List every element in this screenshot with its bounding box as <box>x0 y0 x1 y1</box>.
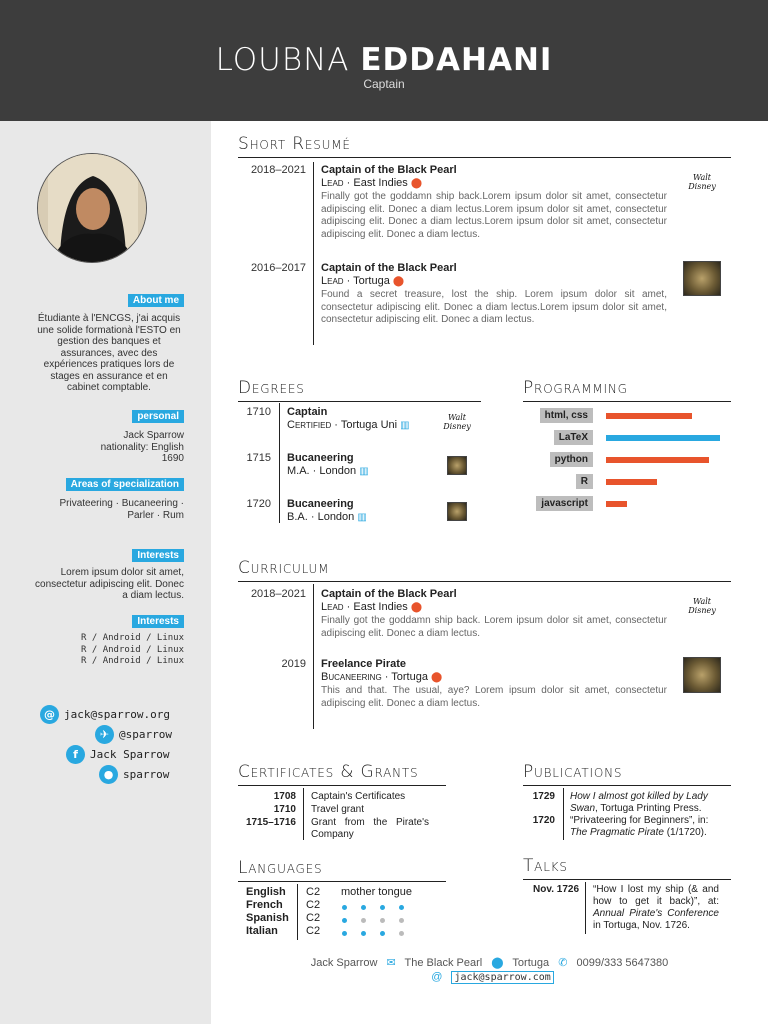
entry-subtitle: Bucaneering · Tortuga ⬤ <box>321 671 443 683</box>
language-name: Spanish <box>246 912 289 924</box>
degree-type: M.A. <box>287 465 310 477</box>
degree-year: 1710 <box>246 406 271 418</box>
university-icon: ▥ <box>357 512 367 523</box>
personal-year: 1690 <box>161 453 184 464</box>
footer-email-link[interactable]: jack@sparrow.com <box>451 971 553 984</box>
degree-subtitle: B.A. · London ▥ <box>287 511 367 523</box>
entry-description: Finally got the goddamn ship back. Lorem ipsum dolor sit amet, consectetur adipiscing elit. Donec a diam lectus. <box>321 615 667 639</box>
section-title-degrees: Degrees <box>238 378 305 398</box>
interests-text: Lorem ipsum dolor sit amet, consectetur adipiscing elit. Donec a diam lectus. <box>35 567 184 601</box>
section-title-curriculum: Curriculum <box>238 558 330 578</box>
talk-pre: “How I lost my ship (& and how to get it back)”, at: <box>593 884 719 907</box>
entry-place: Tortuga <box>391 671 428 683</box>
section-rule <box>238 401 481 402</box>
areas-label: Areas of specialization <box>66 478 184 491</box>
contact-email-text: jack@sparrow.org <box>64 708 170 721</box>
facebook-icon: f <box>66 745 85 764</box>
entry-title: Captain of the Black Pearl <box>321 262 457 274</box>
timeline-rule <box>585 882 586 934</box>
contact-facebook-text: Jack Sparrow <box>90 748 170 761</box>
interest-line: R / Android / Linux <box>81 633 184 643</box>
language-name: English <box>246 886 286 898</box>
cert-year: 1708 <box>273 791 296 802</box>
entry-place: East Indies <box>353 601 408 613</box>
publication-text <box>570 815 720 839</box>
publication-title: How I almost got killed by Lady Swan <box>570 791 708 814</box>
language-level: C2 <box>306 899 321 911</box>
personal-name: Jack Sparrow <box>123 430 184 441</box>
personal-nationality: nationality: English <box>100 441 184 453</box>
pirate-coin-logo <box>447 502 467 521</box>
footer-contact-line <box>211 956 768 969</box>
sidebar <box>0 121 211 1024</box>
proficiency-dot <box>342 918 347 923</box>
publication-title: The Pragmatic Pirate <box>570 827 664 838</box>
footer-email-line <box>211 971 768 983</box>
degree-school: London <box>319 465 357 477</box>
language-level: C2 <box>306 925 321 937</box>
timeline-rule <box>303 788 304 840</box>
github-icon: ● <box>99 765 118 784</box>
publication-rest: (1/1720). <box>663 827 707 838</box>
footer-address: The Black Pearl <box>404 957 483 969</box>
footer-city: Tortuga <box>512 957 550 969</box>
skill-label: LaTeX <box>554 430 593 445</box>
section-rule <box>523 401 731 402</box>
degree-subtitle: M.A. · London ▥ <box>287 465 369 477</box>
publication-year: 1729 <box>532 791 555 802</box>
entry-role: Lead <box>321 275 344 287</box>
section-rule <box>238 157 731 158</box>
proficiency-dot <box>380 905 385 910</box>
location-pin-icon: ⬤ <box>410 602 423 613</box>
talk-event: Annual Pirate's Conference <box>593 908 719 919</box>
proficiency-dot <box>399 905 404 910</box>
proficiency-dot <box>399 931 404 936</box>
last-name: EDDAHANI <box>360 42 553 78</box>
timeline-rule <box>313 584 314 729</box>
skill-label: html, css <box>540 408 593 423</box>
entry-role: Lead <box>321 601 344 613</box>
location-pin-icon: ⬤ <box>431 672 443 683</box>
skill-level-bar <box>606 501 627 507</box>
interests-label-2: Interests <box>132 615 184 628</box>
language-proficiency-dots <box>342 902 418 914</box>
envelope-icon: ✉ <box>386 957 396 969</box>
location-pin-icon: ⬤ <box>491 957 504 969</box>
pirate-coin-logo <box>683 657 721 693</box>
location-pin-icon: ⬤ <box>392 276 405 287</box>
section-title-languages: Languages <box>238 858 323 878</box>
degree-year: 1715 <box>246 452 271 464</box>
phone-icon: ✆ <box>558 957 568 969</box>
section-title-certificates: Certificates & Grants <box>238 762 419 782</box>
section-rule <box>238 881 446 882</box>
cert-year: 1710 <box>273 804 296 815</box>
language-name: Italian <box>246 925 278 937</box>
university-icon: ▥ <box>359 466 369 477</box>
language-name: French <box>246 899 283 911</box>
disney-logo: Walt Disney <box>688 597 716 615</box>
language-level: C2 <box>306 886 321 898</box>
entry-subtitle: Lead · East Indies ⬤ <box>321 601 423 613</box>
proficiency-dot <box>380 931 385 936</box>
entry-description: Finally got the goddamn ship back.Lorem ipsum dolor sit amet, consectetur adipiscing elit. Donec a diam lectus.Lorem ipsum dolor sit amet, consectetur adipiscing elit. Donec a diam lectus.Lorem ipsum dolor sit amet, consectetur adipiscing elit. Donec a diam lectus. <box>321 191 667 240</box>
contact-email[interactable] <box>40 705 170 724</box>
pirate-coin-logo <box>447 456 467 475</box>
degree-type: Certified <box>287 419 332 431</box>
entry-role: Lead <box>321 177 344 189</box>
entry-title: Freelance Pirate <box>321 658 406 670</box>
proficiency-dot <box>380 918 385 923</box>
footer <box>211 956 768 983</box>
interest-line: R / Android / Linux <box>81 656 184 666</box>
degree-year: 1720 <box>246 498 271 510</box>
avatar-photo <box>38 154 147 263</box>
proficiency-dot <box>361 905 366 910</box>
timeline-rule <box>563 788 564 840</box>
talk-text <box>593 884 719 932</box>
publication-rest: , Tortuga Printing Press. <box>595 803 702 814</box>
proficiency-dot <box>361 918 366 923</box>
entry-subtitle: Lead · East Indies ⬤ <box>321 177 423 189</box>
personal-info <box>34 430 184 465</box>
entry-description: This and that. The usual, aye? Lorem ipsum dolor sit amet, consectetur adipiscing elit. Donec a diam lectus. <box>321 685 667 709</box>
language-note: mother tongue <box>341 886 412 898</box>
cert-text: Captain's Certificates <box>311 791 406 802</box>
publication-year: 1720 <box>532 815 555 826</box>
publication-pre: “Privateering for Beginners”, in: <box>570 815 709 826</box>
disney-logo: Walt Disney <box>688 173 716 191</box>
skill-level-bar <box>606 435 720 441</box>
interests-label: Interests <box>132 549 184 562</box>
entry-place: Tortuga <box>353 275 390 287</box>
cert-year: 1715–1716 <box>245 817 296 828</box>
timeline-rule <box>279 403 280 523</box>
entry-place: East Indies <box>353 177 408 189</box>
proficiency-dot <box>399 918 404 923</box>
degree-title: Bucaneering <box>287 498 354 510</box>
entry-title: Captain of the Black Pearl <box>321 588 457 600</box>
location-pin-icon: ⬤ <box>410 178 423 189</box>
about-text: Étudiante à l'ENCGS, j'ai acquis une solide formationà l'ESTO en gestion des banques et assurances, avec des expériences pratiques lors de stages en assurance et en cabinet comptable. <box>37 313 181 393</box>
contact-facebook[interactable] <box>66 745 169 764</box>
entry-date: 2018–2021 <box>250 164 306 176</box>
avatar <box>37 153 147 263</box>
section-rule <box>238 581 731 582</box>
footer-phone: 0099/333 5647380 <box>576 957 669 969</box>
section-rule <box>523 785 731 786</box>
proficiency-dot <box>361 931 366 936</box>
skill-level-bar <box>606 479 657 485</box>
cert-text: Grant from the Pirate's Company <box>311 817 429 840</box>
cert-text: Travel grant <box>311 804 364 815</box>
skill-label: R <box>576 474 593 489</box>
skill-level-bar <box>606 457 709 463</box>
contact-github-text: sparrow <box>123 768 170 781</box>
about-label: About me <box>128 294 184 307</box>
twitter-icon: ✈ <box>95 725 114 744</box>
personal-label: personal <box>132 410 184 423</box>
section-title-publications: Publications <box>523 762 623 782</box>
proficiency-dot <box>342 931 347 936</box>
talk-date: Nov. 1726 <box>533 884 579 895</box>
entry-role: Bucaneering <box>321 671 382 683</box>
contact-twitter-text: @sparrow <box>119 728 172 741</box>
disney-logo: Walt Disney <box>443 413 471 431</box>
header <box>0 0 768 121</box>
footer-name: Jack Sparrow <box>310 957 378 969</box>
interests-list <box>34 633 184 668</box>
proficiency-dot <box>342 905 347 910</box>
section-rule <box>523 879 731 880</box>
section-title-talks: Talks <box>523 856 568 876</box>
candidate-role: Captain <box>363 77 405 91</box>
pirate-coin-logo <box>683 261 721 296</box>
entry-date: 2018–2021 <box>250 588 306 600</box>
degree-title: Bucaneering <box>287 452 354 464</box>
degree-title: Captain <box>287 406 328 418</box>
entry-date: 2019 <box>281 658 306 670</box>
timeline-rule <box>313 162 314 345</box>
language-proficiency-dots <box>342 915 418 927</box>
at-icon: @ <box>431 971 443 983</box>
language-level: C2 <box>306 912 321 924</box>
first-name: LOUBNA <box>215 42 350 78</box>
publication-text <box>570 791 720 815</box>
degree-subtitle: Certified · Tortuga Uni ▥ <box>287 419 410 431</box>
entry-description: Found a secret treasure, lost the ship. Lorem ipsum dolor sit amet, consectetur adipiscing elit. Donec a diam lectus.Lorem ipsum dolor sit amet, consectetur adipiscing elit. Donec a diam lectus. <box>321 289 667 325</box>
skill-level-bar <box>606 413 692 419</box>
degree-type: B.A. <box>287 511 308 523</box>
contact-github[interactable] <box>99 765 169 784</box>
section-title-resume: Short Resumé <box>238 134 351 154</box>
talk-rest: in Tortuga, Nov. 1726. <box>593 920 690 931</box>
section-title-programming: Programming <box>523 378 628 398</box>
entry-subtitle: Lead · Tortuga ⬤ <box>321 275 405 287</box>
at-icon: @ <box>40 705 59 724</box>
degree-school: Tortuga Uni <box>340 419 398 431</box>
entry-title: Captain of the Black Pearl <box>321 164 457 176</box>
entry-date: 2016–2017 <box>250 262 306 274</box>
degree-school: London <box>317 511 355 523</box>
timeline-rule <box>297 884 298 940</box>
section-rule <box>238 785 446 786</box>
contact-twitter[interactable] <box>95 725 172 744</box>
candidate-name <box>0 42 768 78</box>
university-icon: ▥ <box>400 420 410 431</box>
skill-label: python <box>550 452 593 467</box>
areas-text: Privateering · Bucaneering · Parler · Rum <box>59 498 184 521</box>
language-proficiency-dots <box>342 928 418 940</box>
skill-label: javascript <box>536 496 593 511</box>
interest-line: R / Android / Linux <box>81 644 184 655</box>
